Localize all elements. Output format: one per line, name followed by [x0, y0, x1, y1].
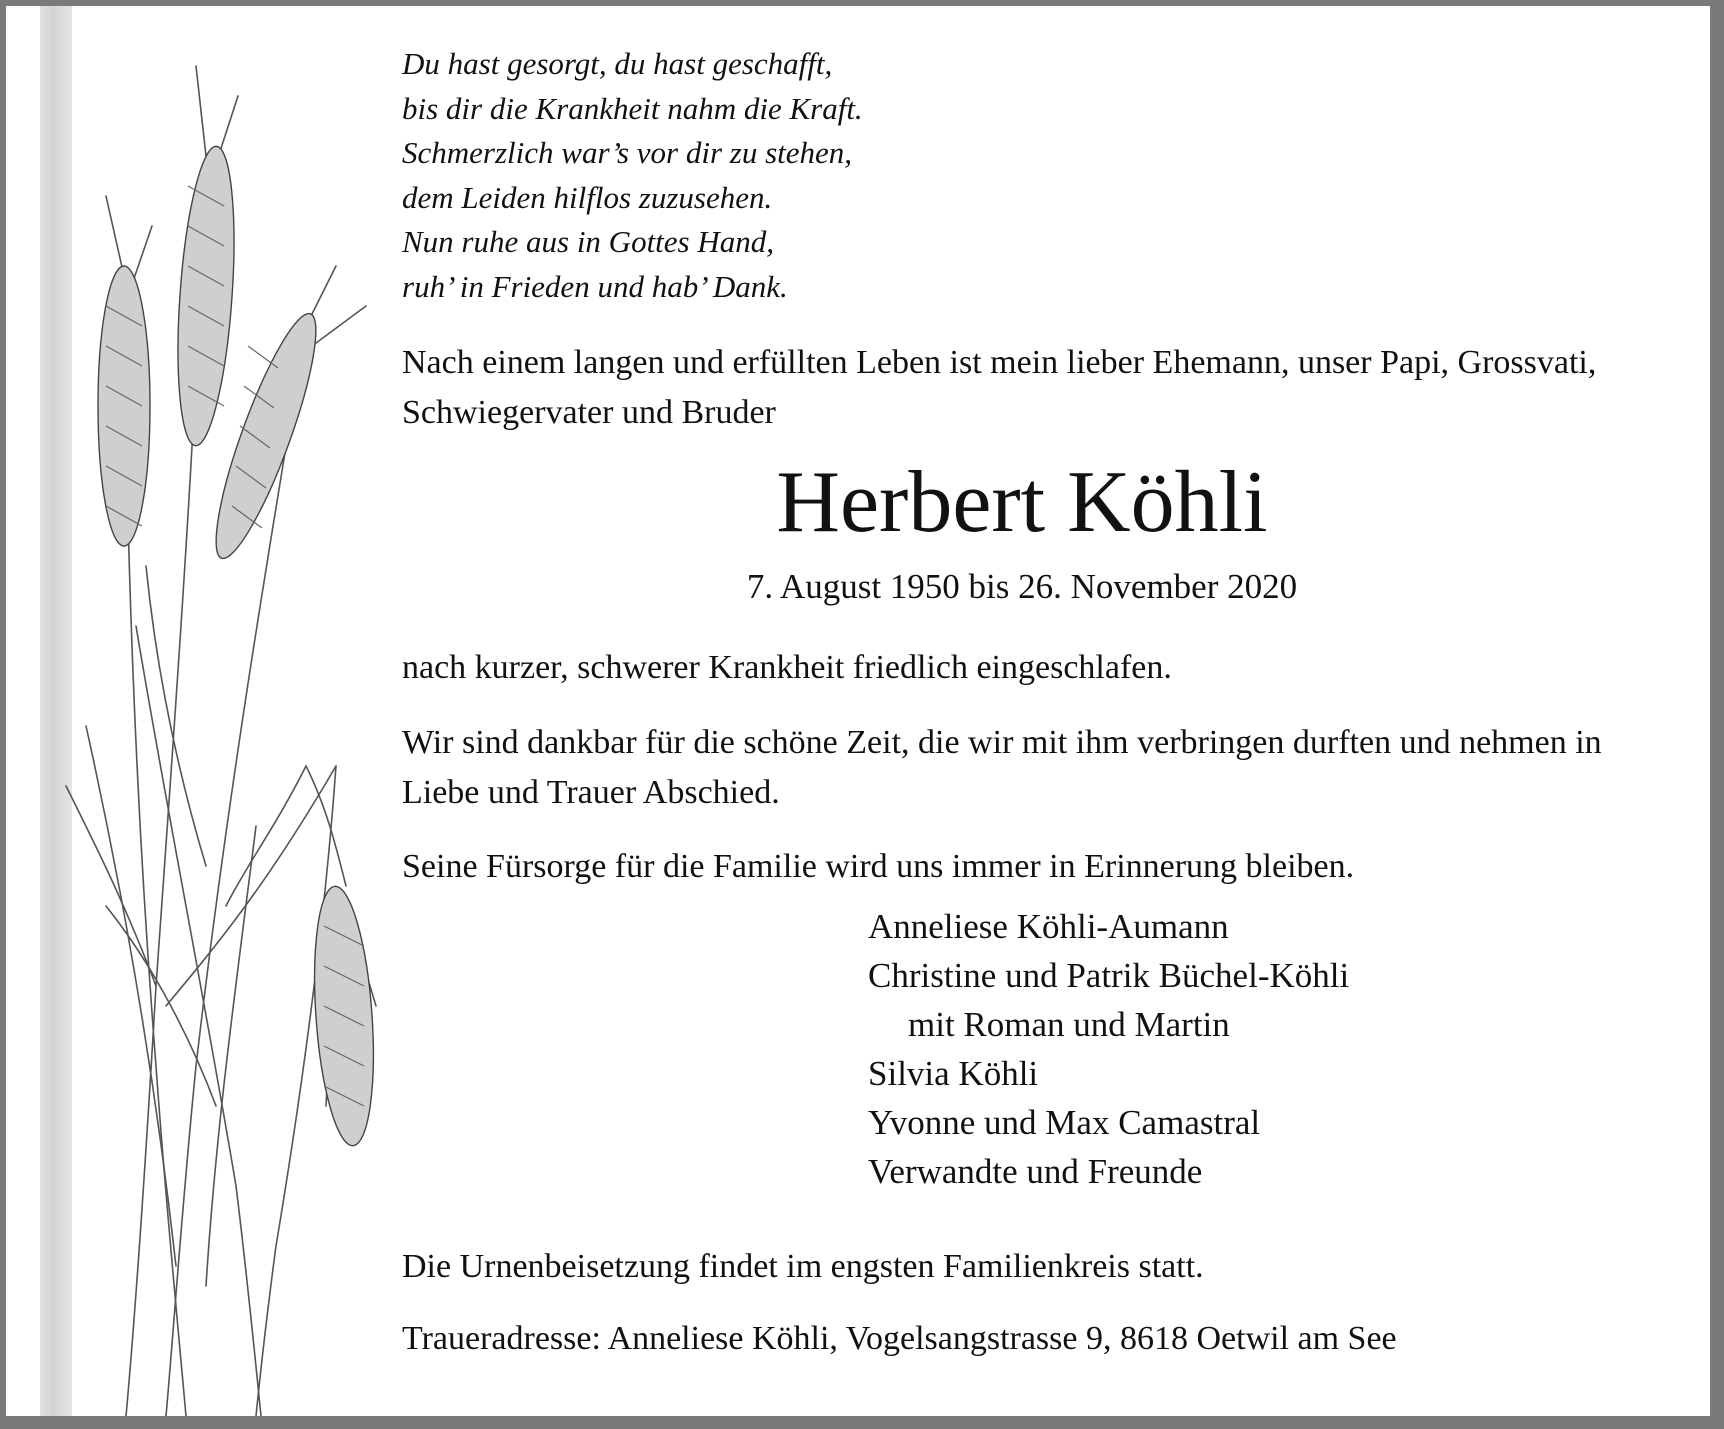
burial-text: Die Urnenbeisetzung findet im engsten Familienkreis statt.	[402, 1248, 1204, 1285]
mourner-entry: Christine und Patrik Büchel-Köhli	[868, 956, 1350, 995]
mourning-address: Traueradresse: Anneliese Köhli, Vogelsangstrasse 9, 8618 Oetwil am See	[402, 1320, 1397, 1357]
mourner-entry: Silvia Köhli	[868, 1054, 1039, 1093]
mourner-entry: mit Roman und Martin	[908, 1005, 1230, 1044]
mourner-entry: Yvonne und Max Camastral	[868, 1103, 1261, 1142]
poem-line: bis dir die Krankheit nahm die Kraft.	[402, 90, 863, 126]
mourners-list	[868, 902, 1349, 1196]
passing-text: nach kurzer, schwerer Krankheit friedlich eingeschlafen.	[402, 649, 1172, 686]
intro-text: Nach einem langen und erfüllten Leben ist mein lieber Ehemann, unser Papi, Grossvati, Schwiegervater und Bruder	[402, 344, 1597, 431]
poem-line: ruh’ in Frieden und hab’ Dank.	[402, 268, 788, 304]
memory-text: Seine Fürsorge für die Familie wird uns immer in Erinnerung bleiben.	[402, 848, 1355, 885]
poem-line: Schmerzlich war’s vor dir zu stehen,	[402, 135, 853, 170]
mourner-entry: Verwandte und Freunde	[868, 1152, 1203, 1191]
mourner-entry: Anneliese Köhli-Aumann	[868, 907, 1229, 946]
gratitude-text: Wir sind dankbar für die schöne Zeit, die wir mit ihm verbringen durften und nehmen in Liebe und Trauer Abschied.	[402, 724, 1602, 811]
poem-line: Nun ruhe aus in Gottes Hand,	[402, 224, 774, 259]
poem-line: Du hast gesorgt, du hast geschafft,	[402, 46, 833, 81]
deceased-name: Herbert Köhli	[776, 454, 1268, 551]
memorial-poem	[402, 42, 863, 309]
obituary-notice	[6, 6, 1710, 1416]
life-dates: 7. August 1950 bis 26. November 2020	[746, 567, 1298, 606]
poem-line: dem Leiden hilflos zuzusehen.	[402, 179, 773, 215]
wheat-ears-icon	[6, 6, 406, 1416]
